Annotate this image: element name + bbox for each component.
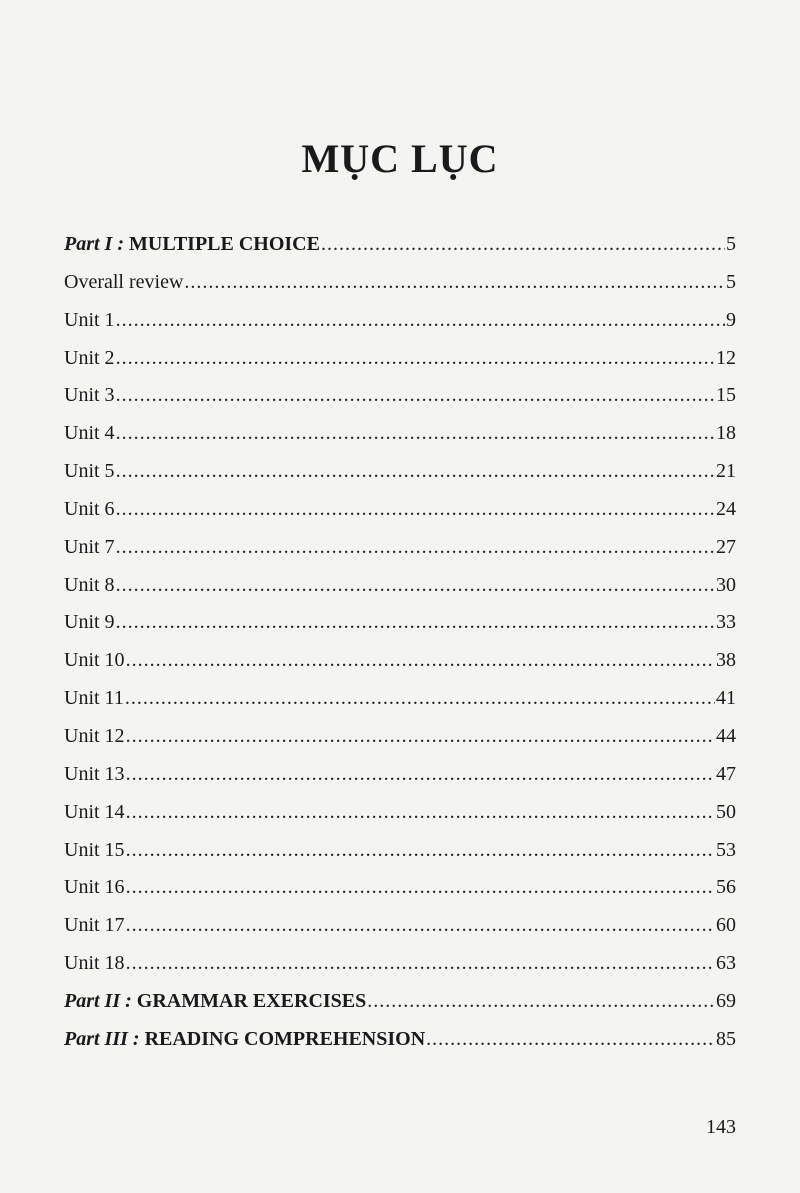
toc-entry-label [64, 680, 124, 718]
dot-leader [116, 491, 715, 529]
toc-entry [64, 377, 736, 415]
toc-entry-label [64, 415, 115, 453]
toc-entry [64, 794, 736, 832]
toc-page-number: 5 [726, 233, 736, 255]
dot-leader [321, 226, 725, 264]
toc-entry [64, 567, 736, 605]
toc-page-number: 53 [716, 838, 736, 861]
toc-entry-label [64, 604, 115, 642]
page-number: 143 [706, 1116, 736, 1138]
toc-part-title: MULTIPLE CHOICE [129, 233, 320, 255]
toc-entry-text: Unit 18 [64, 952, 125, 975]
toc-entry-text: Unit 7 [64, 535, 115, 558]
toc-entry-text: Unit 1 [64, 308, 115, 331]
toc-entry [64, 945, 736, 983]
toc-page-number: 5 [726, 270, 736, 293]
toc-page-number: 21 [716, 460, 736, 483]
dot-leader [426, 1021, 715, 1059]
toc-entry [64, 604, 736, 642]
toc-page-number: 9 [726, 308, 736, 331]
toc-entry-text: Unit 15 [64, 838, 125, 861]
dot-leader [126, 794, 715, 832]
dot-leader [126, 832, 715, 870]
dot-leader [116, 453, 715, 491]
toc-page-number: 63 [716, 952, 736, 975]
toc-entry [64, 415, 736, 453]
toc-entry-text: Unit 11 [64, 687, 124, 710]
toc-page-number: 33 [716, 611, 736, 634]
toc-entry [64, 983, 736, 1021]
toc-entry-text: Unit 9 [64, 611, 115, 634]
toc-entry-label [64, 529, 115, 567]
dot-leader [126, 907, 715, 945]
toc-page-number: 85 [716, 1027, 736, 1050]
toc-part-prefix: Part III : [64, 1027, 140, 1050]
dot-leader [184, 264, 725, 302]
toc-entry-text: Overall review [64, 270, 184, 293]
toc-entry-text: Unit 6 [64, 497, 115, 520]
toc-part-prefix: Part I : [64, 233, 124, 255]
toc-entry [64, 491, 736, 529]
toc-page-number: 12 [716, 346, 736, 369]
dot-leader [125, 680, 715, 718]
toc-entry [64, 832, 736, 870]
toc-entry-text: Unit 13 [64, 762, 125, 785]
toc-page-number: 50 [716, 800, 736, 823]
toc-page-number: 15 [716, 384, 736, 407]
toc-entry-text: Unit 16 [64, 876, 125, 899]
dot-leader [367, 983, 715, 1021]
toc-page-number: 27 [716, 535, 736, 558]
dot-leader [116, 415, 715, 453]
toc-entry-text: Unit 12 [64, 724, 125, 747]
toc-entry [64, 1021, 736, 1059]
toc-entry-text: Unit 2 [64, 346, 115, 369]
toc-entry [64, 642, 736, 680]
toc-entry-label [64, 907, 125, 945]
dot-leader [116, 340, 715, 378]
toc-entry-text: Unit 8 [64, 573, 115, 596]
toc-entry-label [64, 756, 125, 794]
toc-page-number: 24 [716, 497, 736, 520]
toc-entry [64, 264, 736, 302]
toc-entry-label [64, 869, 125, 907]
toc-entry-label [64, 567, 115, 605]
dot-leader [126, 756, 715, 794]
toc-entry-label [64, 794, 125, 832]
toc-page-number: 41 [716, 687, 736, 710]
toc-entry-label [64, 491, 115, 529]
toc-entry [64, 529, 736, 567]
toc-entry-label [64, 983, 366, 1021]
toc-entry [64, 756, 736, 794]
dot-leader [126, 718, 715, 756]
toc-entry-text: Unit 5 [64, 460, 115, 483]
toc-entry [64, 907, 736, 945]
toc-entry-text: Unit 14 [64, 800, 125, 823]
toc-page-number: 69 [716, 989, 736, 1012]
toc-entry [64, 680, 736, 718]
toc-entry-text: Unit 10 [64, 649, 125, 672]
toc-entry-label [64, 832, 125, 870]
toc-page-number: 44 [716, 724, 736, 747]
toc-entry [64, 718, 736, 756]
toc-page-number: 38 [716, 649, 736, 672]
toc-entry-label [64, 226, 320, 264]
dot-leader [116, 377, 715, 415]
toc-entry-label [64, 340, 115, 378]
toc-page-number: 47 [716, 762, 736, 785]
toc-entry-label [64, 264, 183, 302]
dot-leader [126, 642, 715, 680]
toc-page-number: 60 [716, 914, 736, 937]
toc-entry [64, 226, 736, 264]
toc-entry-text: Unit 3 [64, 384, 115, 407]
toc-entry-label [64, 718, 125, 756]
toc-page-number: 30 [716, 573, 736, 596]
toc-part-prefix: Part II : [64, 989, 132, 1012]
dot-leader [126, 869, 715, 907]
toc-entry-text: Unit 4 [64, 422, 115, 445]
table-of-contents [64, 226, 736, 1059]
toc-entry [64, 869, 736, 907]
dot-leader [116, 604, 715, 642]
toc-entry-label [64, 642, 125, 680]
toc-part-title: READING COMPREHENSION [144, 1027, 426, 1050]
dot-leader [116, 302, 725, 340]
toc-entry [64, 340, 736, 378]
dot-leader [116, 567, 715, 605]
toc-entry [64, 453, 736, 491]
toc-part-title: GRAMMAR EXERCISES [136, 989, 367, 1012]
toc-entry-label [64, 377, 115, 415]
toc-entry-text: Unit 17 [64, 914, 125, 937]
toc-entry-label [64, 453, 115, 491]
toc-page-number: 56 [716, 876, 736, 899]
toc-entry-label [64, 1021, 425, 1059]
toc-entry-label [64, 302, 115, 340]
dot-leader [116, 529, 715, 567]
toc-entry-label [64, 945, 125, 983]
toc-entry [64, 302, 736, 340]
dot-leader [126, 945, 715, 983]
toc-page-number: 18 [716, 422, 736, 445]
page-title: MỤC LỤC [301, 136, 499, 181]
